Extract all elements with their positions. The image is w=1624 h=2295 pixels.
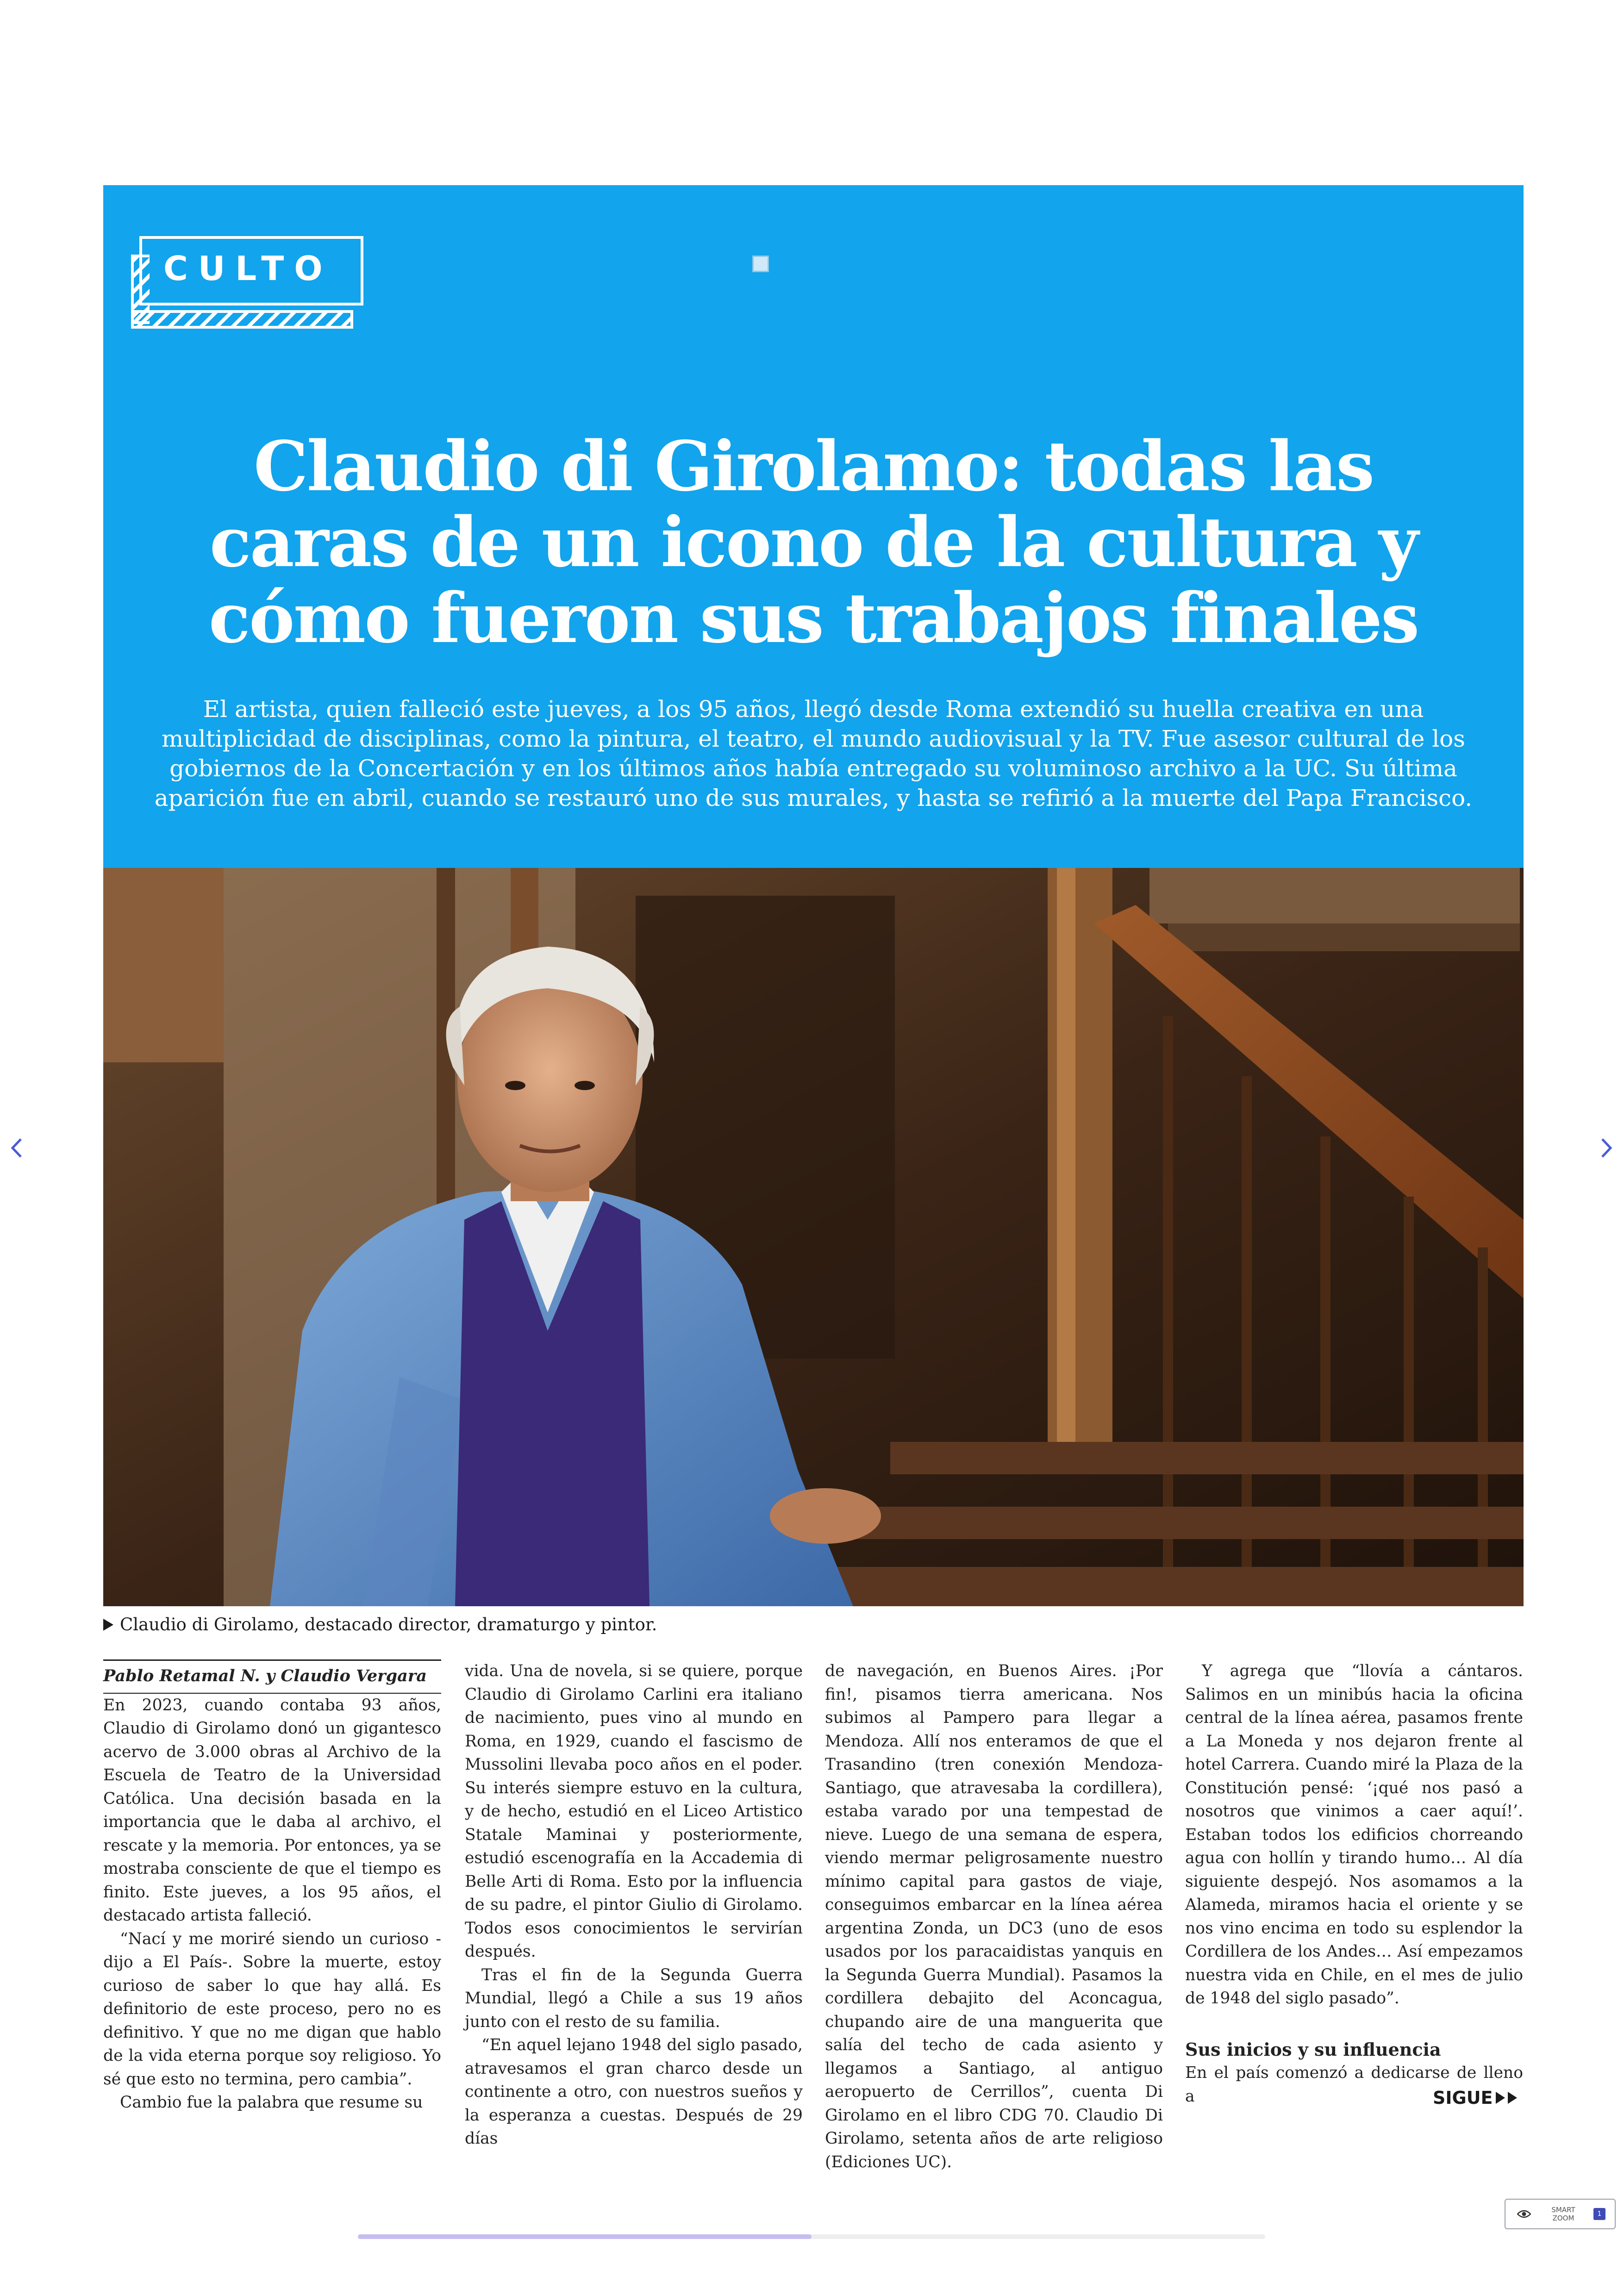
continue-label: SIGUE — [1433, 2088, 1493, 2108]
article-photo — [103, 868, 1524, 1606]
chevron-left-icon — [10, 1136, 24, 1160]
continue-link[interactable] — [1433, 2088, 1517, 2108]
photo-caption — [103, 1615, 1524, 1634]
smart-zoom-toggle[interactable] — [1505, 2199, 1616, 2229]
paragraph: Cambio fue la palabra que resume su — [120, 2093, 423, 2112]
photo-illustration — [103, 868, 1524, 1606]
paragraph: “Nací y me moriré siendo un curioso -dijo a El País-. Sobre la muerte, estoy curioso de saber lo que hay allá. Es definitorio de este proceso, pero no es definitivo. Y que no me digan que hablo de la vida eterna porque soy religioso. Yo sé que esto no termina, pero cambia”. — [103, 1929, 441, 2089]
smart-zoom-label — [1547, 2206, 1580, 2222]
paragraph: En 2023, cuando contaba 93 años, Claudio di Girolamo donó un gigantesco acervo de 3.000 obras al Archivo de la Escuela de Teatro de la Universidad Católica. Una decisión basada en la importancia que le daba al archivo, el rescate y la memoria. Por entonces, ya se mostraba consciente de que el tiempo es finito. Este jueves, a los 95 años, el destacado artista falleció. — [103, 1696, 441, 1925]
eye-icon — [1515, 2205, 1533, 2223]
previous-page-button[interactable] — [3, 1129, 31, 1166]
fast-forward-icon — [1508, 2092, 1517, 2104]
paragraph: “En aquel lejano 1948 del siglo pasado, atravesamos el gran charco desde un continente a otro, con nuestros sueños y la esperanza a cuestas. Después de 29 días — [465, 2036, 803, 2148]
paragraph: En el país comenzó a dedicarse de lleno a — [1185, 2064, 1523, 2106]
section-label: CULTO — [163, 249, 333, 288]
chevron-right-icon — [1599, 1136, 1613, 1160]
article-column-1 — [103, 1659, 441, 2114]
article-column-4 — [1185, 1659, 1523, 2108]
next-page-button[interactable] — [1593, 1129, 1620, 1166]
subhead: El artista, quien falleció este jueves, a los 95 años, llegó desde Roma extendió su huella creativa en una multiplicidad de disciplinas, como la pintura, el teatro, el mundo audiovisual y la TV. Fue asesor cultural de los gobiernos de la Concertación y en los últimos años había entregado su voluminoso archivo a la UC. Su última aparición fue en abril, cuando se restauró uno de sus murales, y hasta se refirió a la muerte del Papa Francisco. — [154, 696, 1473, 811]
paragraph: vida. Una de novela, si se quiere, porque Claudio di Girolamo Carlini era italiano de nacimiento, pues vino al mundo en Roma, en 1929, cuando el fascismo de Mussolini llevaba poco años en el poder. Su interés siempre estuvo en la cultura, y de hecho, estudió en el Liceo Artistico Statale Maminai y posteriormente, estudió escenografía en la Accademia di Belle Arti di Roma. Esto por la influencia de su padre, el pintor Giulio di Girolamo. Todos esos conocimientos le servirían después. — [465, 1662, 803, 1961]
paragraph: Tras el fin de la Segunda Guerra Mundial, llegó a Chile a sus 19 años junto con el resto de su familia. — [465, 1965, 803, 2031]
smart-zoom-line1: SMART — [1551, 2206, 1575, 2214]
headline: Claudio di Girolamo: todas las caras de un icono de la cultura y cómo fueron sus trabajos finales — [208, 426, 1418, 658]
paragraph: de navegación, en Buenos Aires. ¡Por fin!, pisamos tierra americana. Nos subimos al Pampero para llegar a Mendoza. Allí nos enteramos de que el Trasandino (tren conexión Mendoza-Santiago, que atravesaba la cordillera), estaba varado por una tempestad de nieve. Luego de una semana de espera, viendo mermar peligrosamente nuestro mínimo capital para gastos de viaje, conseguimos embarcar en la línea aérea argentina Zonda, un DC3 (uno de esos usados por los paracaidistas yanquis en la Segunda Guerra Mundial). Pasamos la cordillera debajito del Aconcagua, chupando aire de una manguerita que salía del techo de cada asiento y llegamos a Santiago, al antiguo aeropuerto de Cerrillos”, cuenta Di Girolamo en el libro CDG 70. Claudio Di Girolamo, setenta años de arte religioso (Ediciones UC). — [825, 1662, 1163, 2171]
fast-forward-icon — [1496, 2092, 1505, 2104]
smart-zoom-indicator: 1 — [1593, 2208, 1605, 2220]
caption-marker-icon — [103, 1619, 113, 1631]
smart-zoom-line2: ZOOM — [1552, 2214, 1574, 2222]
byline: Pablo Retamal N. y Claudio Vergara — [103, 1659, 441, 1694]
section-logo — [131, 236, 335, 306]
section-subheading: Sus inicios y su influencia — [1185, 2039, 1441, 2060]
page-progress-fill — [358, 2234, 812, 2239]
image-placeholder-icon — [752, 256, 769, 272]
article-column-2 — [465, 1659, 803, 2151]
caption-text: Claudio di Girolamo, destacado director, dramaturgo y pintor. — [120, 1615, 657, 1634]
page-progress-bar[interactable] — [358, 2234, 1265, 2239]
article-column-3 — [825, 1659, 1163, 2174]
paragraph: Y agrega que “llovía a cántaros. Salimos en un minibús hacia la oficina central de la línea aérea, pasamos frente a La Moneda y nos dejaron frente al hotel Carrera. Cuando miré la Plaza de la Constitución pensé: ‘¡qué nos pasó a nosotros que vinimos a caer aquí!’. Estaban todos los edificios chorreando agua con hollín y tirando humo… Al día siguiente despejó. Nos asomamos a la Alameda, miramos hacia el oriente y se nos vino encima en todo su esplendor la Cordillera de los Andes… Así empezamos nuestra vida en Chile, en el mes de julio de 1948 del siglo pasado”. — [1185, 1662, 1523, 2008]
section-logo-stripes — [131, 310, 353, 329]
article-header — [103, 185, 1524, 868]
